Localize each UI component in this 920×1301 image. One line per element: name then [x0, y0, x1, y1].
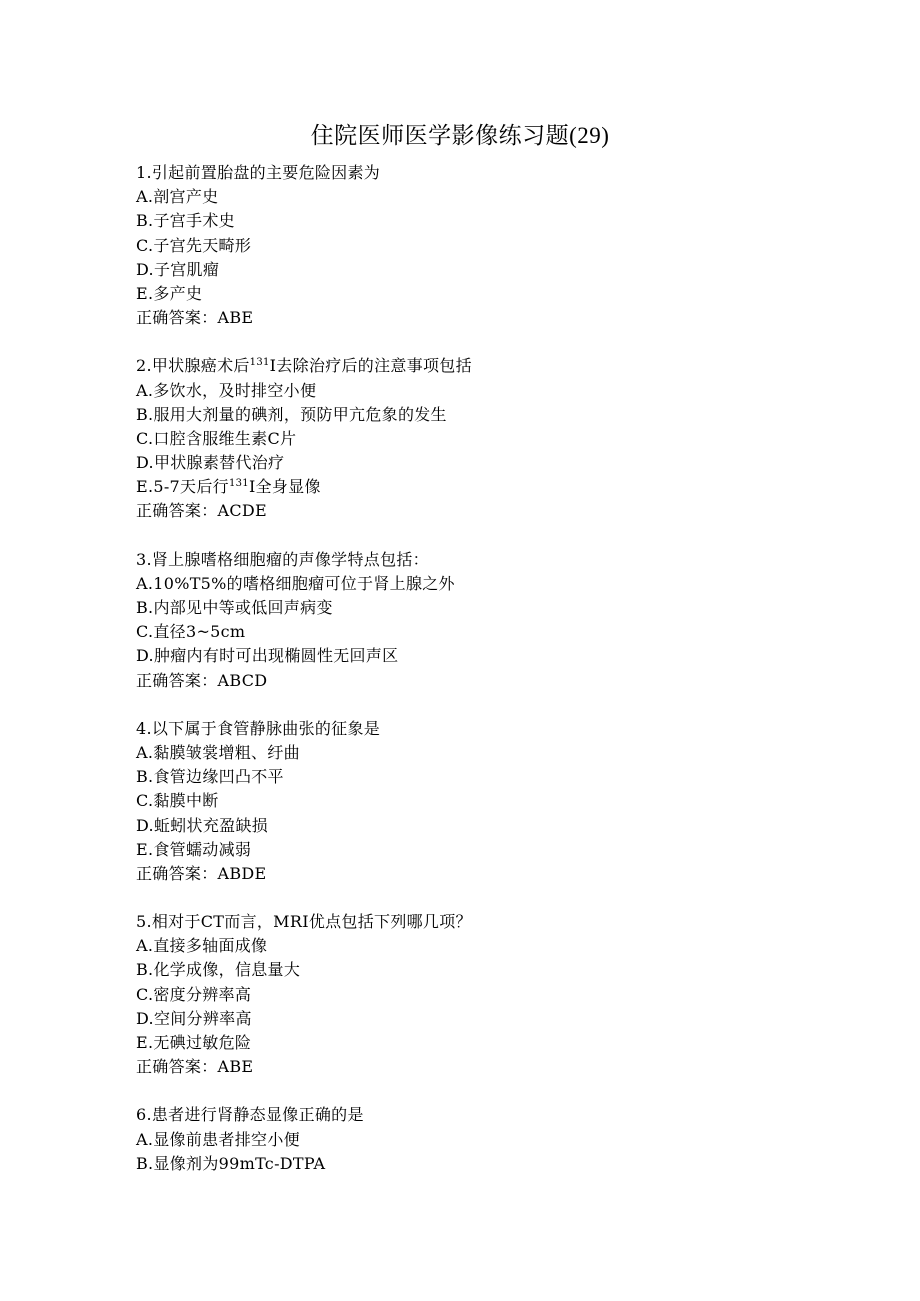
option-a: A.多饮水，及时排空小便 [136, 380, 317, 400]
option-a: A.10%T5%的嗜格细胞瘤可位于肾上腺之外 [136, 573, 455, 593]
option-b: B.子宫手术史 [136, 211, 235, 231]
option-a: A.黏膜皱裳增粗、纡曲 [136, 742, 300, 762]
question-stem: 5.相对于CT而言，MRI优点包括下列哪几项？ [136, 912, 472, 932]
option-e [136, 475, 876, 499]
question-stem [136, 354, 876, 378]
option-c: C.密度分辨率高 [136, 984, 252, 1004]
option-a: A.剖宫产史 [136, 187, 219, 207]
option-e: E.无碘过敏危险 [136, 1033, 252, 1052]
option-e: E.食管蠕动减弱 [136, 839, 252, 859]
answer-line: 正确答案：ABE [136, 1057, 254, 1077]
question-3 [136, 548, 876, 693]
option-b: B.内部见中等或低回声病变 [136, 598, 333, 617]
question-1 [136, 161, 876, 330]
answer-line: 正确答案：ABDE [136, 863, 267, 883]
question-stem: 1.引起前置胎盘的主要危险因素为 [136, 163, 381, 182]
option-d: D.子宫肌瘤 [136, 259, 220, 279]
option-e-post: I全身显像 [248, 477, 321, 497]
question-stem: 4.以下属于食管静脉曲张的征象是 [136, 718, 381, 738]
answer-line: 正确答案：ACDE [136, 501, 268, 521]
question-stem: 6.患者进行肾静态显像正确的是 [136, 1105, 364, 1125]
answer-line: 正确答案：ABE [136, 308, 254, 328]
question-list [136, 161, 876, 1200]
question-2 [136, 354, 876, 523]
option-b: B.显像剂为99mTc-DTPA [136, 1153, 326, 1173]
option-c: C.黏膜中断 [136, 791, 219, 811]
option-a: A.显像前患者排空小便 [136, 1129, 300, 1149]
question-4 [136, 717, 876, 886]
option-b: B.化学成像，信息量大 [136, 960, 301, 980]
answer-line: 正确答案：ABCD [136, 670, 268, 690]
question-stem: 3.肾上腺嗜格细胞瘤的声像学特点包括： [136, 549, 429, 569]
isotope-superscript: 131 [228, 478, 249, 490]
document-title: 住院医师医学影像练习题(29) [310, 123, 610, 148]
option-d: D.肿瘤内有时可出现椭圆性无回声区 [136, 646, 399, 666]
option-c: C.直径3~5cm [136, 622, 246, 642]
stem-text-post: I去除治疗后的注意事项包括 [269, 356, 472, 376]
option-d: D.甲状腺素替代治疗 [136, 453, 285, 473]
option-c: C.口腔含服维生素C片 [136, 428, 297, 448]
stem-text-pre: 2.甲状腺癌术后 [136, 356, 250, 376]
option-b: B.食管边缘凹凸不平 [136, 767, 284, 787]
isotope-superscript: 131 [249, 357, 270, 369]
option-b: B.服用大剂量的碘剂，预防甲亢危象的发生 [136, 404, 447, 424]
option-d: D.空间分辨率高 [136, 1008, 252, 1028]
question-6 [136, 1103, 876, 1176]
option-e-pre: E.5-7天后行 [136, 477, 229, 497]
option-c: C.子宫先天畸形 [136, 235, 252, 255]
question-5 [136, 910, 876, 1079]
option-d: D.蚯蚓状充盈缺损 [136, 815, 269, 835]
option-e: E.多产史 [136, 283, 203, 303]
option-a: A.直接多轴面成像 [136, 936, 268, 956]
